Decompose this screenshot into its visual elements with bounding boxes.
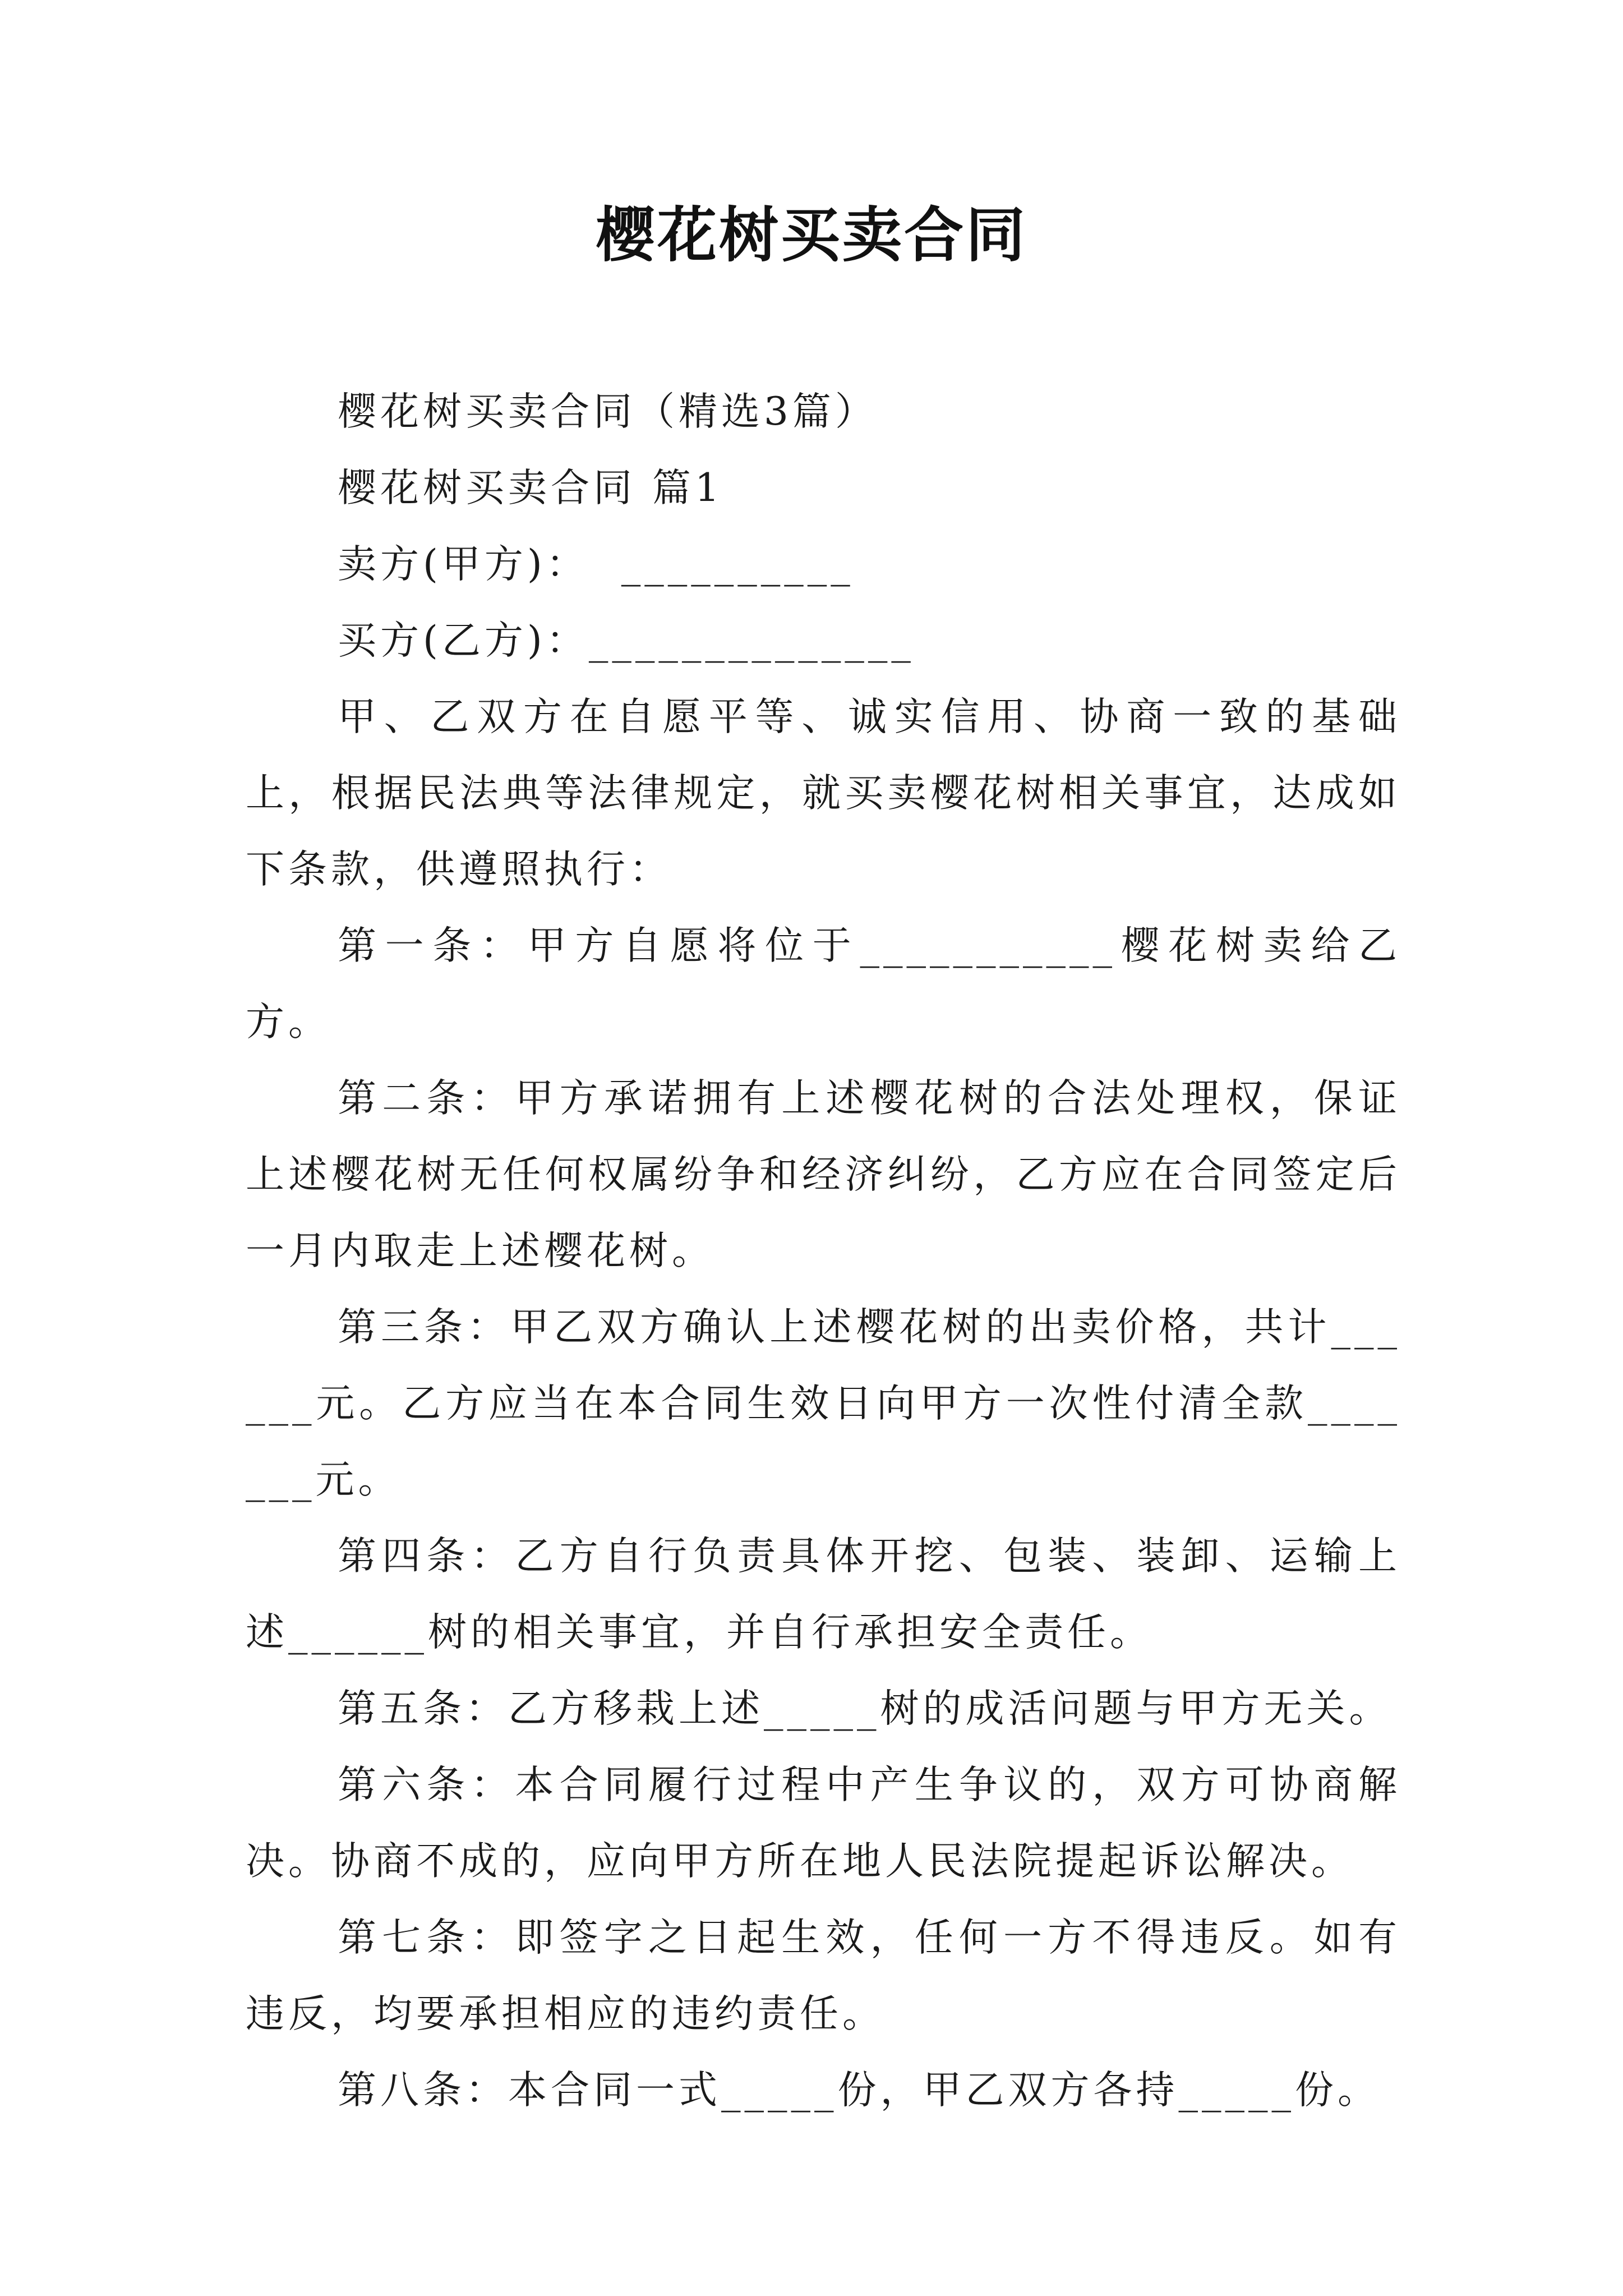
document-body	[246, 374, 1401, 2128]
article-4: 第四条：乙方自行负责具体开挖、包装、装卸、运输上述______树的相关事宜，并自行承担安全责任。	[246, 1534, 1401, 1655]
article-3: 第三条：甲乙双方确认上述樱花树的出卖价格，共计______元。乙方应当在本合同生效日向甲方一次性付清全款_______元。	[246, 1305, 1401, 1502]
article-1: 第一条：甲方自愿将位于___________樱花树卖给乙方。	[246, 923, 1401, 1045]
article-7: 第七条：即签字之日起生效，任何一方不得违反。如有违反，均要承担相应的违约责任。	[246, 1915, 1401, 2036]
article-8: 第八条：本合同一式_____份，甲乙双方各持_____份。	[338, 2068, 1380, 2113]
document-title: 樱花树买卖合同	[596, 201, 1027, 270]
article-6: 第六条：本合同履行过程中产生争议的，双方可协商解决。协商不成的，应向甲方所在地人民法院提起诉讼解决。	[246, 1763, 1401, 1884]
subtitle-collection: 樱花树买卖合同（精选3篇）	[338, 389, 878, 434]
seller-line: 卖方(甲方)： __________	[338, 542, 854, 587]
article-5: 第五条：乙方移栽上述_____树的成活问题与甲方无关。	[338, 1686, 1392, 1731]
article-2: 第二条：甲方承诺拥有上述樱花树的合法处理权，保证上述樱花树无任何权属纷争和经济纠纷，乙方应在合同签定后一月内取走上述樱花树。	[246, 1076, 1401, 1273]
preamble-paragraph: 甲、乙双方在自愿平等、诚实信用、协商一致的基础上，根据民法典等法律规定，就买卖樱花树相关事宜，达成如下条款，供遵照执行：	[246, 694, 1401, 892]
buyer-line: 买方(乙方)：______________	[338, 618, 915, 663]
subtitle-part-1: 樱花树买卖合同 篇1	[338, 466, 723, 510]
